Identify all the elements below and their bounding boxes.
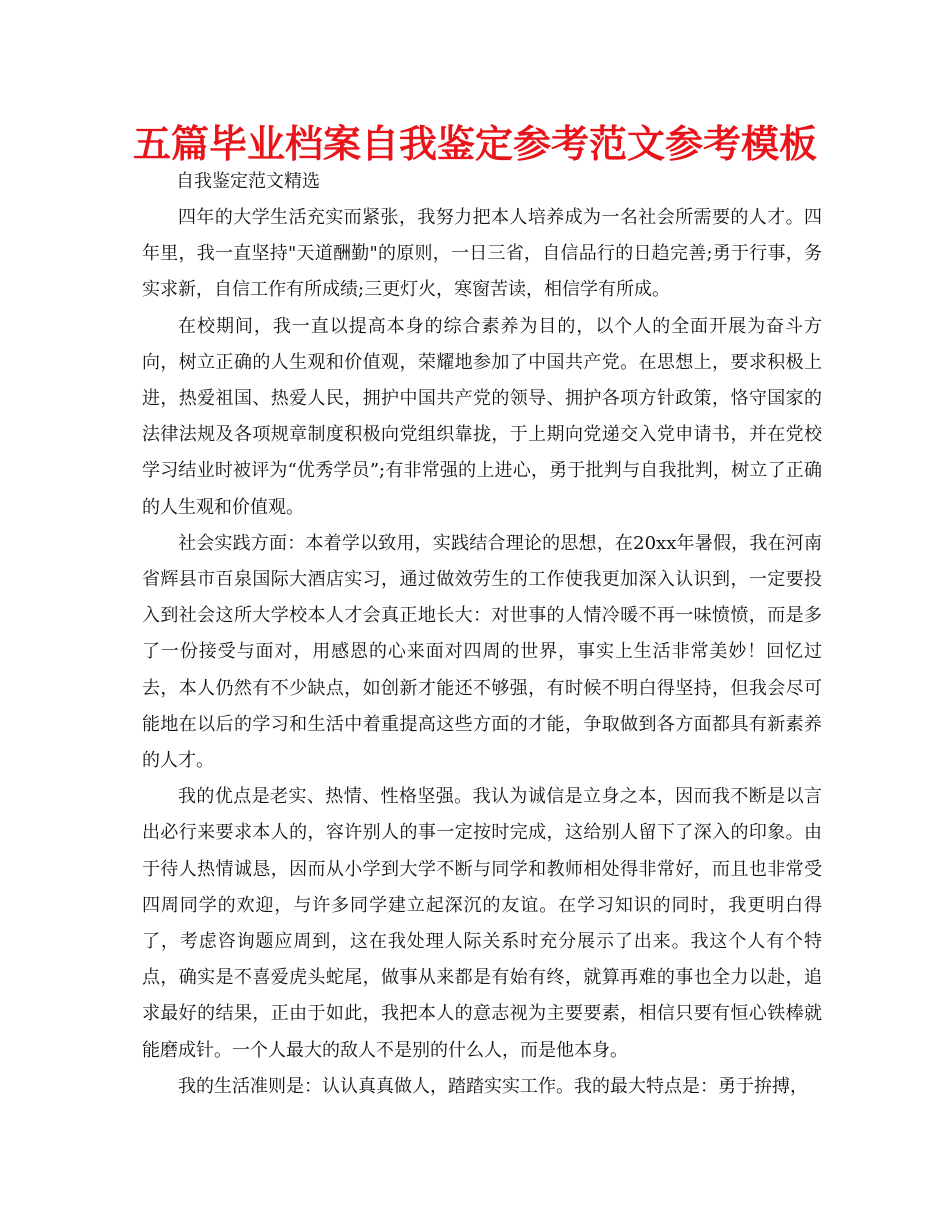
paragraph: 在校期间，我一直以提高本身的综合素养为目的，以个人的全面开展为奋斗方向，树立正确的人生观和价值观，荣耀地参加了中国共产党。在思想上，要求积极上进，热爱祖国、热爱人民，拥护中国共产党的领导、拥护各项方针政策，恪守国家的法律法规及各项规章制度积极向党组织靠拢，于上期向党递交入党申请书，并在党校学习结业时被评为“优秀学员”;有非常强的上进心，勇于批判与自我批判，树立了正确的人生观和价值观。 bbox=[142, 315, 822, 518]
document-body bbox=[142, 200, 822, 1105]
paragraph: 四年的大学生活充实而紧张，我努力把本人培养成为一名社会所需要的人才。四年里，我一直坚持"天道酬勤"的原则，一日三省，自信品行的日趋完善;勇于行事，务实求新，自信工作有所成绩;三更灯火，寒窗苦读，相信学有所成。 bbox=[142, 207, 822, 301]
paragraph: 社会实践方面：本着学以致用，实践结合理论的思想，在20xx年暑假，我在河南省辉县市百泉国际大酒店实习，通过做效劳生的工作使我更加深入认识到，一定要投入到社会这所大学校本人才会真正地长大：对世事的人情冷暖不再一味愤愤，而是多了一份接受与面对，用感恩的心来面对四周的世界，事实上生活非常美妙！回忆过去，本人仍然有不少缺点，如创新才能还不够强，有时候不明白得坚持，但我会尽可能地在以后的学习和生活中着重提高这些方面的才能，争取做到各方面都具有新素养的人才。 bbox=[142, 532, 822, 772]
document-title: 五篇毕业档案自我鉴定参考范文参考模板 bbox=[132, 122, 817, 166]
paragraph: 我的生活准则是：认认真真做人，踏踏实实工作。我的最大特点是：勇于拚搏， bbox=[178, 1075, 808, 1097]
document-subtitle: 自我鉴定范文精选 bbox=[176, 171, 320, 192]
paragraph: 我的优点是老实、热情、性格坚强。我认为诚信是立身之本，因而我不断是以言出必行来要求本人的，容许别人的事一定按时完成，这给别人留下了深入的印象。由于待人热情诚恳，因而从小学到大学不断与同学和教师相处得非常好，而且也非常受四周同学的欢迎，与许多同学建立起深沉的友谊。在学习知识的同时，我更明白得了，考虑咨询题应周到，这在我处理人际关系时充分展示了出来。我这个人有个特点，确实是不喜爱虎头蛇尾，做事从来都是有始有终，就算再难的事也全力以赴，追求最好的结果，正由于如此，我把本人的意志视为主要要素，相信只要有恒心铁棒就能磨成针。一个人最大的敌人不是别的什么人，而是他本身。 bbox=[142, 786, 822, 1061]
